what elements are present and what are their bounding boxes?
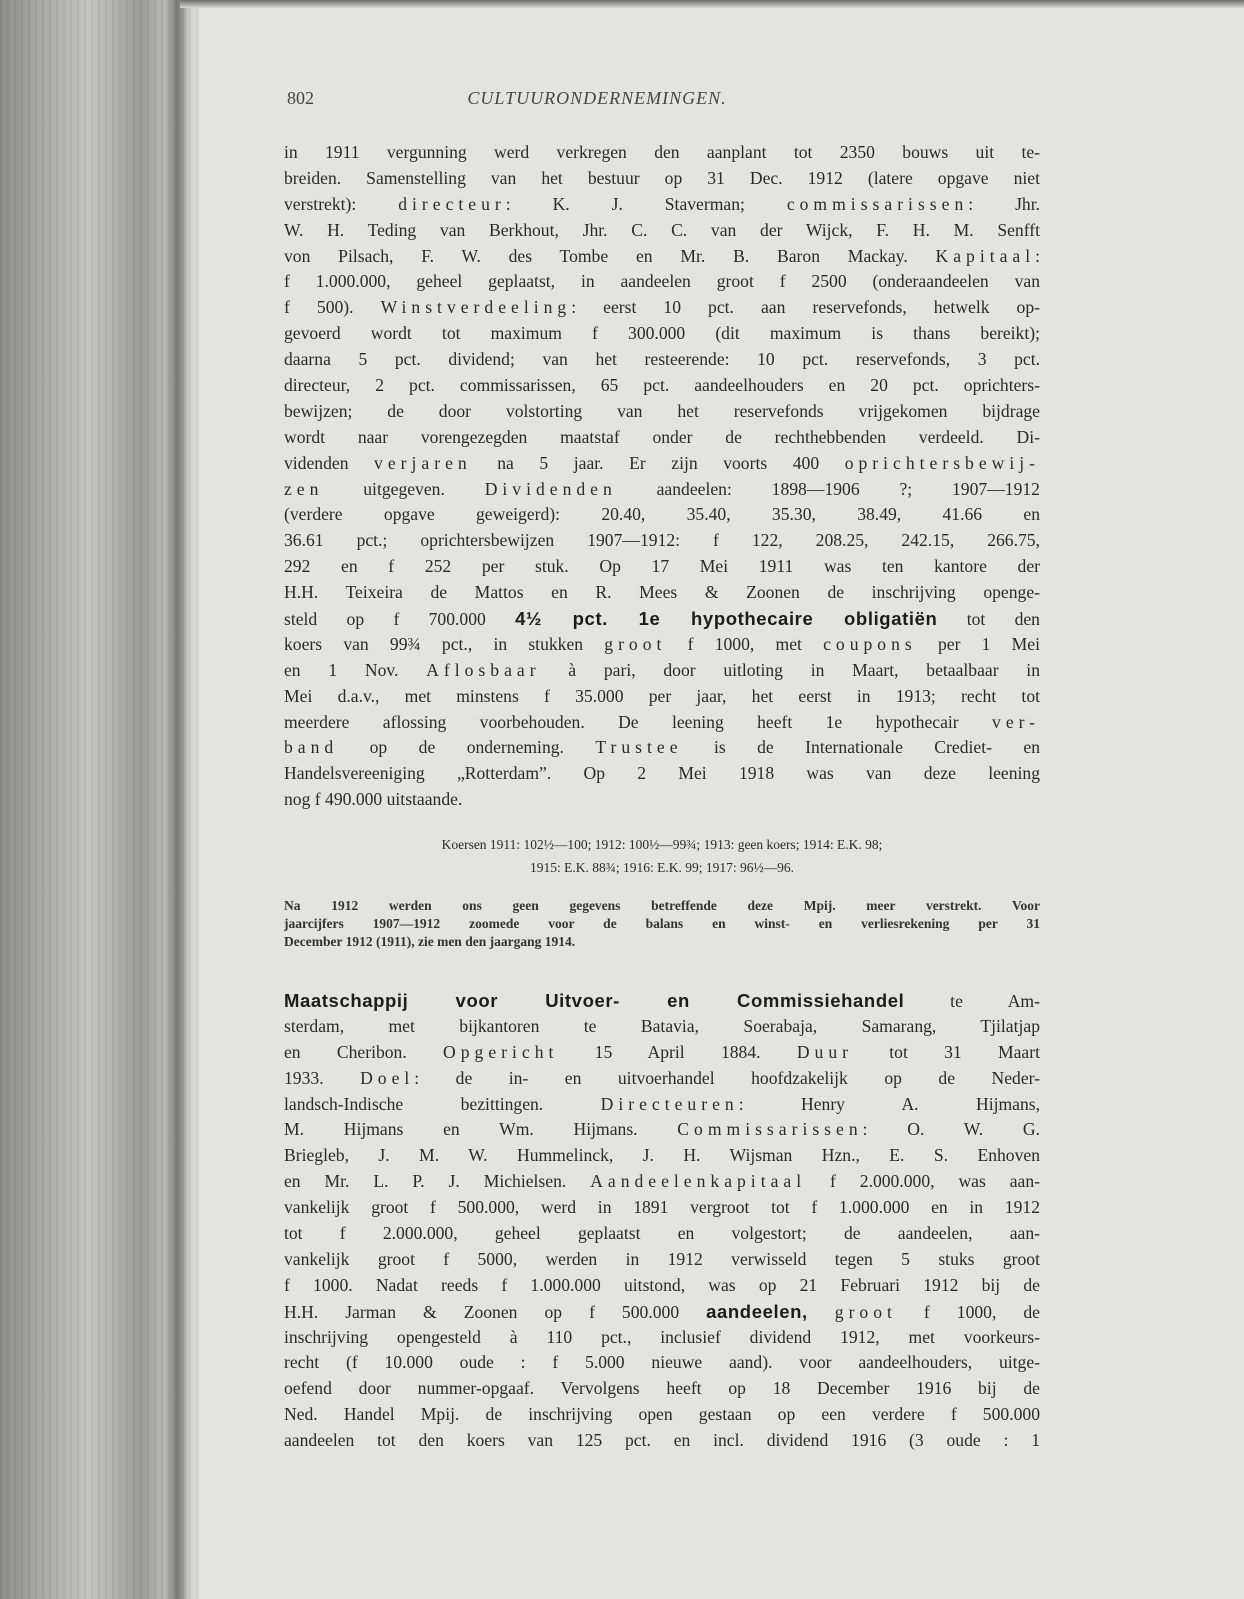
text-line (284, 897, 1040, 915)
text-segment: f 1000, met (666, 633, 824, 654)
text-line (284, 915, 1040, 933)
text-segment: M. Hijmans en Wm. Hijmans. (284, 1119, 678, 1140)
bold-heading-text: Maatschappij voor Uitvoer- en Commissiehandel (284, 990, 905, 1011)
text-line (284, 451, 1040, 477)
text-segment: aandeelen: 1898—1906 ?; 1907—1912 (616, 478, 1040, 499)
text-line (284, 502, 1040, 528)
text-line (284, 761, 1040, 787)
text-segment: uitgegeven. (323, 478, 485, 499)
text-line (284, 528, 1040, 554)
text-line (284, 933, 1040, 951)
text-segment: daarna 5 pct. dividend; van het resteerende: 10 pct. reservefonds, 3 pct. (284, 349, 1040, 370)
spaced-keyword: zen (284, 478, 324, 499)
text-segment: sterdam, met bijkantoren te Batavia, Soerabaja, Samarang, Tjilatjap (284, 1015, 1040, 1036)
text-line (284, 425, 1040, 451)
text-line (284, 1117, 1040, 1143)
spaced-keyword: Opgericht (443, 1041, 559, 1062)
text-segment: 292 en f 252 per stuk. Op 17 Mei 1911 was ten kantore der (284, 556, 1040, 577)
text-line (284, 856, 1040, 879)
text-segment: H.H. Jarman & Zoonen op f 500.000 (284, 1301, 707, 1322)
book-spine-edge (0, 0, 200, 1599)
text-line (284, 684, 1040, 710)
text-line (284, 1376, 1040, 1402)
spaced-keyword: groot (834, 1301, 897, 1322)
spaced-keyword: Commissarissen (677, 1119, 863, 1140)
text-line (284, 1040, 1040, 1066)
text-line (284, 373, 1040, 399)
text-line (284, 295, 1040, 321)
text-segment: gevoerd wordt tot maximum f 300.000 (dit maximum is thans bereikt); (284, 323, 1040, 344)
text-segment: inschrijving opengesteld à 110 pct., inclusief dividend 1912, met voorkeurs- (284, 1326, 1040, 1347)
text-segment: Briegleb, J. M. W. Hummelinck, J. H. Wijsman Hzn., E. S. Enhoven (284, 1145, 1040, 1166)
text-line (284, 1402, 1040, 1428)
text-segment: f 2.000.000, was aan- (806, 1171, 1040, 1192)
text-segment: W. H. Teding van Berkhout, Jhr. C. C. van der Wijck, F. H. M. Senfft (284, 219, 1040, 240)
text-segment: f 1000. Nadat reeds f 1.000.000 uitstond, was op 21 Februari 1912 bij de (284, 1274, 1040, 1295)
spaced-keyword: coupons (823, 633, 917, 654)
text-line (284, 477, 1040, 503)
spaced-keyword: verjaren (374, 452, 472, 473)
text-segment: : O. W. G. (862, 1119, 1040, 1140)
text-segment: vankelijk groot f 5000, werden in 1912 verwisseld tegen 5 stuks groot (284, 1248, 1040, 1269)
text-segment (808, 1302, 835, 1322)
text-segment: f 500). (284, 297, 381, 318)
spaced-keyword: groot (604, 633, 667, 654)
text-line (284, 658, 1040, 684)
bold-heading-text: aandeelen, (706, 1300, 808, 1322)
text-segment: directeur, 2 pct. commissarissen, 65 pct. aandeelhouders en 20 pct. oprichters- (284, 375, 1040, 396)
text-segment: à pari, door uitloting in Maart, betaalbaar in (540, 659, 1040, 680)
text-segment: 1933. (284, 1067, 361, 1088)
text-line (284, 1299, 1040, 1325)
spaced-keyword: Duur (796, 1041, 853, 1062)
spaced-keyword: Kapitaal (935, 245, 1036, 266)
text-line (284, 321, 1040, 347)
text-line (284, 554, 1040, 580)
text-segment: en 1 Nov. (284, 659, 427, 680)
text-segment: tot den (937, 609, 1040, 630)
text-segment: per 1 Mei (916, 633, 1040, 654)
text-segment: Mei d.a.v., met minstens f 35.000 per jaar, het eerst in 1913; recht tot (284, 685, 1040, 706)
text-segment: Ned. Handel Mpij. de inschrijving open gestaan op een verdere f 500.000 (284, 1404, 1040, 1425)
spaced-keyword: directeur (398, 193, 506, 214)
entry-paragraph-maatschappij (284, 988, 1040, 1454)
spaced-keyword: band (284, 737, 339, 758)
text-line (284, 1247, 1040, 1273)
bold-heading-text: 4½ pct. 1e hypothecaire obligatiën (515, 608, 938, 630)
text-segment: : K. J. Staverman; (505, 193, 787, 214)
text-segment: 36.61 pct.; oprichtersbewijzen 1907—1912: f 122, 208.25, 242.15, 266.75, (284, 530, 1040, 551)
text-line (284, 1014, 1040, 1040)
text-line (284, 735, 1040, 761)
text-segment: Handelsvereeniging „Rotterdam”. Op 2 Mei 1918 was van deze leening (284, 763, 1040, 784)
text-segment: na 5 jaar. Er zijn voorts 400 (471, 452, 845, 473)
text-line (284, 1195, 1040, 1221)
text-line (284, 1428, 1040, 1454)
spaced-keyword: commissarissen (786, 193, 969, 214)
text-segment: : Henry A. Hijmans, (738, 1093, 1040, 1114)
text-segment: in 1911 vergunning werd verkregen den aanplant tot 2350 bouws uit te- (284, 142, 1040, 162)
text-line (284, 787, 1040, 813)
text-segment: von Pilsach, F. W. des Tombe en Mr. B. Baron Mackay. (284, 245, 936, 266)
text-segment: en Cheribon. (284, 1041, 444, 1062)
text-segment: aandeelen tot den koers van 125 pct. en incl. dividend 1916 (3 oude : 1 (284, 1430, 1040, 1451)
text-segment: koers van 99¾ pct., in stukken (284, 633, 605, 654)
text-line (284, 833, 1040, 856)
text-line (284, 218, 1040, 244)
text-segment: December 1912 (1911), zie men den jaargang 1914. (284, 934, 576, 949)
text-line (284, 1169, 1040, 1195)
text-segment: oefend door nummer-opgaaf. Vervolgens heeft op 18 December 1916 bij de (284, 1378, 1040, 1399)
entry-paragraph-continued (284, 140, 1040, 813)
spaced-keyword: Aflosbaar (426, 659, 541, 680)
text-segment: : eerst 10 pct. aan reservefonds, hetwelk op- (571, 297, 1040, 318)
text-segment: bewijzen; de door volstorting van het reservefonds vrijgekomen bijdrage (284, 400, 1040, 421)
spaced-keyword: Aandeelenkapitaal (590, 1171, 807, 1192)
text-line (284, 166, 1040, 192)
spaced-keyword: Dividenden (484, 478, 617, 499)
text-segment: meerdere aflossing voorbehouden. De leening heeft 1e hypothecair (284, 711, 993, 732)
text-segment: verstrekt): (284, 193, 399, 214)
text-segment: videnden (284, 452, 375, 473)
page-number: 802 (287, 88, 314, 108)
text-segment: landsch-Indische bezittingen. (284, 1093, 601, 1114)
text-line (284, 399, 1040, 425)
text-segment: te Am- (904, 991, 1040, 1011)
text-segment: Koersen 1911: 102½—100; 1912: 100½—99¾; 1913: geen koers; 1914: E.K. 98; (441, 837, 883, 852)
text-segment: en Mr. L. P. J. Michielsen. (284, 1171, 591, 1192)
text-line (284, 1325, 1040, 1351)
text-line (284, 269, 1040, 295)
text-segment: : de in- en uitvoerhandel hoofdzakelijk op de Neder- (414, 1067, 1040, 1088)
spaced-keyword: Directeuren (600, 1093, 739, 1114)
spaced-keyword: Winstverdeeling (380, 297, 572, 318)
text-line (284, 632, 1040, 658)
text-segment: nog f 490.000 uitstaande. (284, 789, 463, 810)
text-line (284, 1066, 1040, 1092)
text-segment: wordt naar vorengezegden maatstaf onder de rechthebbenden verdeeld. Di- (284, 426, 1040, 447)
spaced-keyword: oprichtersbewij- (844, 452, 1040, 473)
text-line (284, 1092, 1040, 1118)
text-segment: tot 31 Maart (853, 1041, 1040, 1062)
text-line (284, 192, 1040, 218)
text-segment: 1915: E.K. 88¾; 1916: E.K. 99; 1917: 96½—96. (530, 860, 794, 875)
text-segment: Na 1912 werden ons geen gegevens betreffende deze Mpij. meer verstrekt. Voor (284, 898, 1040, 913)
text-segment: 15 April 1884. (558, 1041, 797, 1062)
text-segment: recht (f 10.000 oude : f 5.000 nieuwe aand). voor aandeelhouders, uitge- (284, 1352, 1040, 1373)
text-segment: H.H. Teixeira de Mattos en R. Mees & Zoonen de inschrijving openge- (284, 582, 1040, 603)
text-line (284, 347, 1040, 373)
text-line (284, 140, 1040, 166)
text-line (284, 1221, 1040, 1247)
text-segment: jaarcijfers 1907—1912 zoomede voor de balans en winst- en verliesrekening per 31 (284, 916, 1040, 931)
text-segment: is de Internationale Crediet- en (682, 737, 1040, 758)
text-line (284, 606, 1040, 632)
text-line (284, 988, 1040, 1014)
text-segment: f 1.000.000, geheel geplaatst, in aandeelen groot f 2500 (onderaandeelen van (284, 271, 1040, 292)
editorial-note (284, 897, 1040, 951)
text-segment: : (1035, 245, 1040, 266)
page-header (287, 88, 1047, 114)
text-line (284, 1273, 1040, 1299)
running-head: CULTUURONDERNEMINGEN. (467, 88, 727, 108)
text-segment: breiden. Samenstelling van het bestuur op 31 Dec. 1912 (latere opgave niet (284, 167, 1040, 188)
text-line (284, 580, 1040, 606)
page-top-edge (180, 0, 1244, 8)
text-line (284, 1143, 1040, 1169)
text-segment: tot f 2.000.000, geheel geplaatst en volgestort; de aandeelen, aan- (284, 1223, 1040, 1244)
spaced-keyword: Doel (360, 1067, 415, 1088)
text-segment: (verdere opgave geweigerd): 20.40, 35.40, 35.30, 38.49, 41.66 en (284, 504, 1040, 525)
text-line (284, 1350, 1040, 1376)
text-segment: steld op f 700.000 (284, 609, 516, 630)
text-segment: op de onderneming. (338, 737, 596, 758)
text-segment: vankelijk groot f 500.000, werd in 1891 vergroot tot f 1.000.000 en in 1912 (284, 1197, 1040, 1218)
spaced-keyword: ver- (992, 711, 1040, 732)
text-segment: f 1000, de (896, 1301, 1040, 1322)
text-line (284, 710, 1040, 736)
price-quotations (284, 833, 1040, 879)
spaced-keyword: Trustee (595, 737, 683, 758)
text-segment: : Jhr. (968, 193, 1040, 214)
text-line (284, 244, 1040, 270)
